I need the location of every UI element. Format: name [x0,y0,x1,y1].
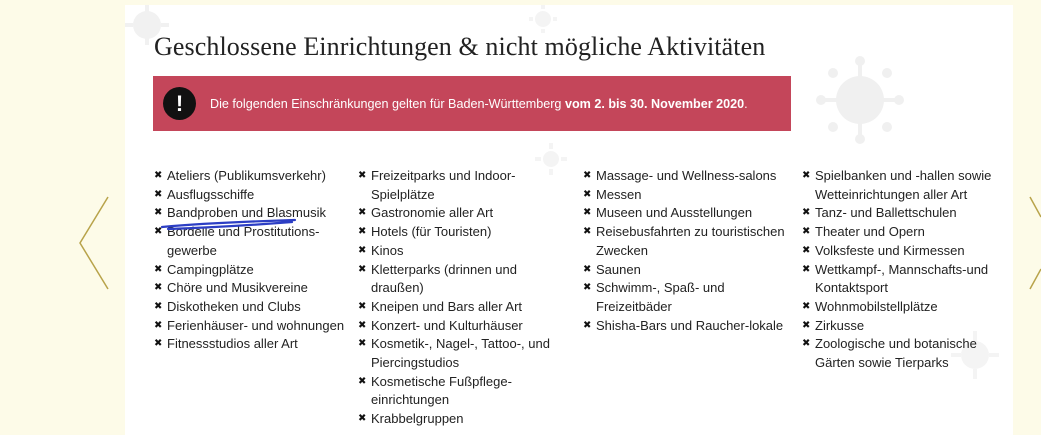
list-item: ✖ Kletterparks (drinnen und draußen) [358,261,573,298]
list-item: ✖ Gastronomie aller Art [358,204,573,223]
list-item: ✖ Zoologische und botanische Gärten sowie Tierparks [802,335,1007,372]
notice-banner [153,76,791,131]
list-item: ✖ Kosmetische Fußpflege-einrichtungen [358,373,573,410]
list-item: ✖ Kinos [358,242,573,261]
virus-decoration-icon [815,55,905,145]
list-item: ✖ Chöre und Musikvereine [154,279,359,298]
list-item: ✖ Kneipen und Bars aller Art [358,298,573,317]
pen-annotation-underline [160,218,300,232]
list-item: ✖ Theater und Opern [802,223,1007,242]
list-item: ✖ Campingplätze [154,261,359,280]
list-item: ✖ Wettkampf-, Mannschafts-und Kontaktsport [802,261,1007,298]
list-item: ✖ Zirkusse [802,317,1007,336]
list-item: ✖ Museen und Ausstellungen [583,204,793,223]
list-column-3 [583,167,793,335]
list-item: ✖ Reisebusfahrten zu touristischen Zwecken [583,223,793,260]
list-item: ✖ Bordelle und Prostitutions-gewerbe [154,223,359,260]
list-item: ✖ Wohnmobilstellplätze [802,298,1007,317]
list-item: ✖ Hotels (für Touristen) [358,223,573,242]
list-item: ✖ Freizeitparks und Indoor-Spielplätze [358,167,573,204]
list-item: ✖ Fitnessstudios aller Art [154,335,359,354]
list-item: ✖ Tanz- und Ballettschulen [802,204,1007,223]
exclamation-icon: ! [163,87,196,120]
page-title: Geschlossene Einrichtungen & nicht mögliche Aktivitäten [154,32,766,61]
list-item: ✖ Ateliers (Publikumsverkehr) [154,167,359,186]
list-item: ✖ Ferienhäuser- und wohnungen [154,317,359,336]
list-item: ✖ Konzert- und Kulturhäuser [358,317,573,336]
list-column-2 [358,167,573,429]
list-item: ✖ Volksfeste und Kirmessen [802,242,1007,261]
list-item: ✖ Ausflugsschiffe [154,186,359,205]
list-item: ✖ Spielbanken und -hallen sowie Wetteinrichtungen aller Art [802,167,1007,204]
list-item: ✖ Shisha-Bars und Raucher-lokale [583,317,793,336]
notice-text [210,97,748,111]
list-item: ✖ Bandproben und Blasmusik [154,204,359,223]
list-item: ✖ Kosmetik-, Nagel-, Tattoo-, und Piercingstudios [358,335,573,372]
list-item: ✖ Massage- und Wellness-salons [583,167,793,186]
list-column-4 [802,167,1007,373]
chevron-right-icon[interactable] [1028,195,1041,291]
notice-suffix: . [744,96,748,111]
notice-date: vom 2. bis 30. November 2020 [564,96,745,111]
list-column-1 [154,167,359,354]
list-item: ✖ Krabbelgruppen [358,410,573,429]
list-item: ✖ Messen [583,186,793,205]
list-item: ✖ Saunen [583,261,793,280]
list-item: ✖ Schwimm-, Spaß- und Freizeitbäder [583,279,793,316]
notice-text-main: Die folgenden Einschränkungen gelten für Baden-Württemberg [210,96,565,111]
list-item: ✖ Diskotheken und Clubs [154,298,359,317]
chevron-left-icon[interactable] [78,195,110,291]
